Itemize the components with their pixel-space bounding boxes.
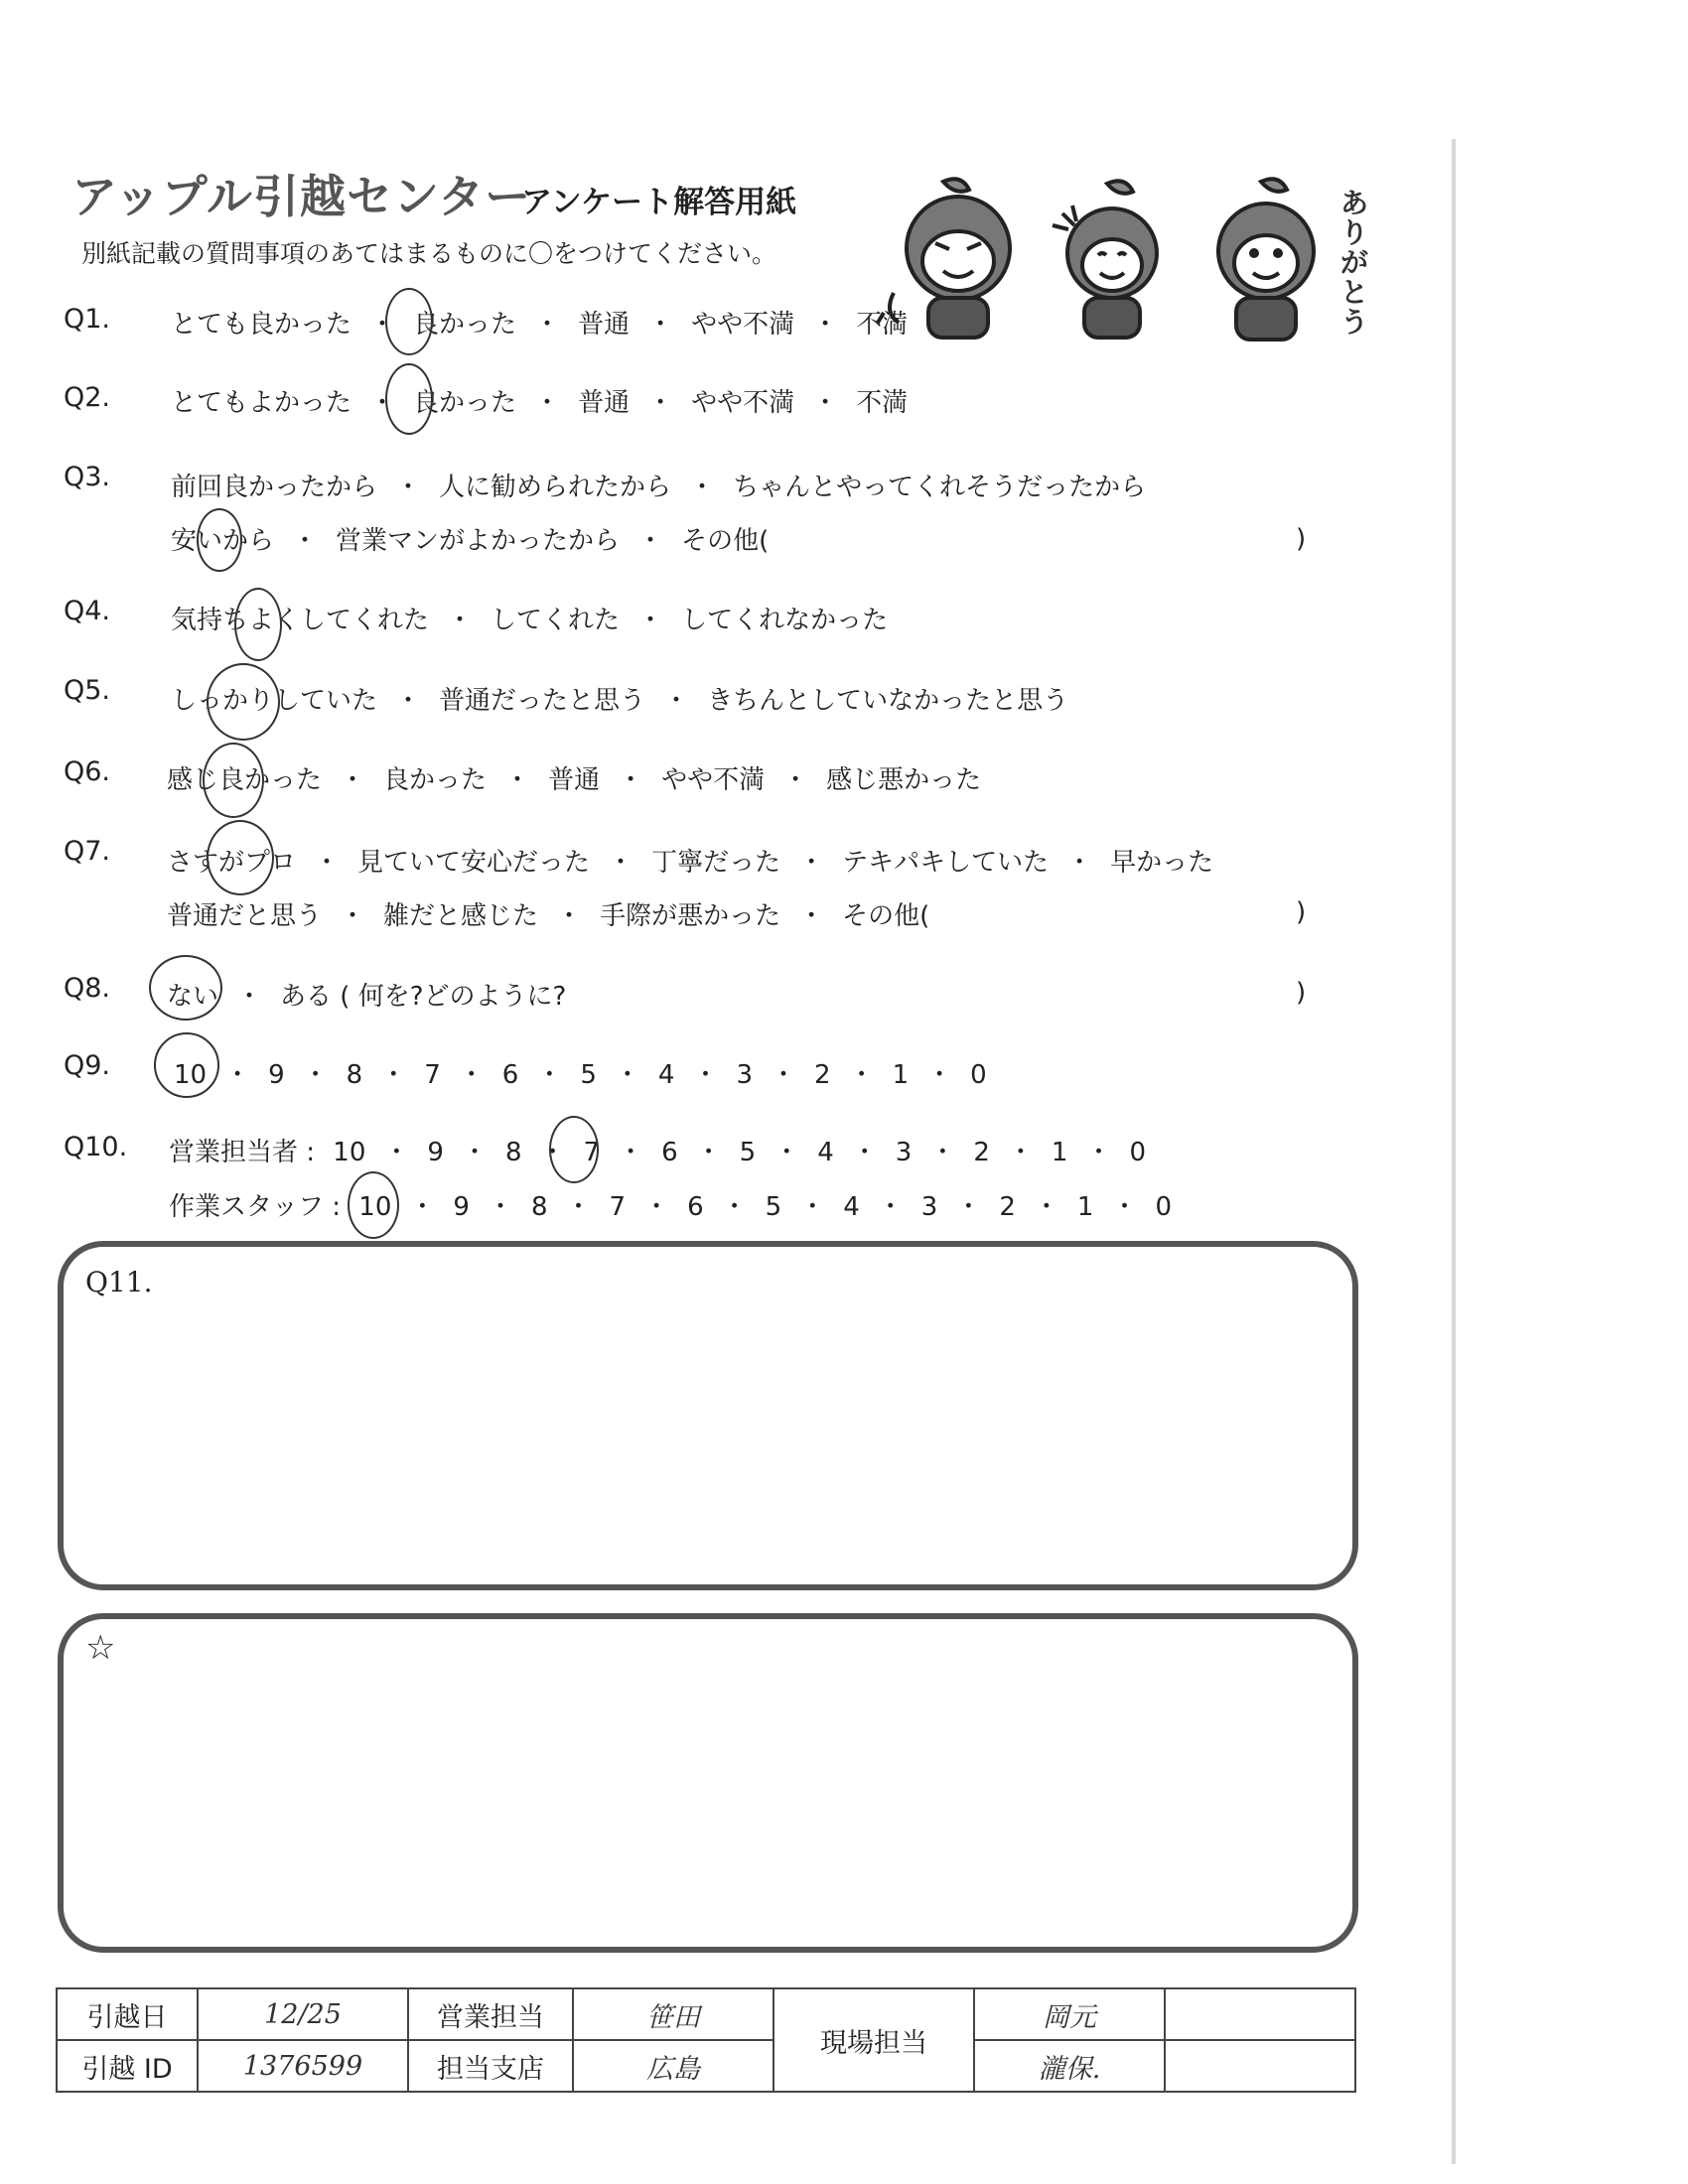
q9-score[interactable]: 7 bbox=[424, 1060, 441, 1090]
site-rep-value-1[interactable]: 岡元 bbox=[974, 1988, 1165, 2040]
q10-staff-score[interactable]: 7 bbox=[609, 1192, 627, 1222]
q5-option[interactable]: しっかりしていた bbox=[171, 686, 378, 716]
q10-staff-score[interactable]: 2 bbox=[999, 1192, 1016, 1222]
q7-option[interactable]: その他( bbox=[842, 901, 930, 931]
q10-sales-score[interactable]: 2 bbox=[973, 1138, 990, 1167]
q7-label: Q7. bbox=[64, 836, 111, 867]
mascot-thanks-text: ありがとう bbox=[1340, 187, 1369, 339]
q6-selection-circle bbox=[203, 743, 264, 818]
q10-sales-score[interactable]: 10 bbox=[333, 1138, 366, 1167]
q5-option[interactable]: きちんとしていなかったと思う bbox=[707, 686, 1069, 716]
q7-options-line2: 普通だと思う ・ 雑だと感じた ・ 手際が悪かった ・ その他( bbox=[167, 901, 930, 931]
q2-selection-circle bbox=[385, 363, 433, 435]
q2-option[interactable]: 良かった bbox=[413, 388, 517, 418]
q6-options: 感じ良かった ・ 良かった ・ 普通 ・ やや不満 ・ 感じ悪かった bbox=[167, 765, 982, 795]
q8-selection-circle bbox=[149, 955, 222, 1021]
q5-options: しっかりしていた ・ 普通だったと思う ・ きちんとしていなかったと思う bbox=[171, 686, 1069, 716]
q10-staff-score[interactable]: 8 bbox=[530, 1192, 548, 1222]
q9-score[interactable]: 9 bbox=[268, 1060, 285, 1090]
q9-selection-circle bbox=[154, 1032, 219, 1098]
q8-close-paren: ) bbox=[1296, 978, 1307, 1008]
move-date-label: 引越日 bbox=[57, 1988, 198, 2040]
q10-sales-score[interactable]: 8 bbox=[504, 1138, 522, 1167]
q9-score[interactable]: 5 bbox=[580, 1060, 597, 1090]
q6-option[interactable]: 感じ悪かった bbox=[826, 765, 982, 795]
move-id-label: 引越 ID bbox=[57, 2040, 198, 2092]
q10-sales-selection-circle bbox=[549, 1116, 599, 1183]
q4-option[interactable]: 気持ちよくしてくれた bbox=[171, 606, 430, 635]
q4-options: 気持ちよくしてくれた ・ してくれた ・ してくれなかった bbox=[171, 606, 889, 635]
q10-sales-label: 営業担当者 : bbox=[169, 1138, 316, 1167]
q9-score[interactable]: 0 bbox=[970, 1060, 987, 1090]
q3-label: Q3. bbox=[64, 462, 111, 492]
q7-options-line1: さすがプロ ・ 見ていて安心だった ・ 丁寧だった ・ テキパキしていた ・ 早かった bbox=[167, 848, 1214, 878]
q10-sales-score[interactable]: 6 bbox=[661, 1138, 678, 1167]
q10-staff-score[interactable]: 5 bbox=[765, 1192, 782, 1222]
q8-label: Q8. bbox=[64, 973, 111, 1004]
q3-option[interactable]: 前回良かったから bbox=[171, 473, 378, 502]
company-title: アップル引越センター bbox=[71, 170, 532, 223]
q10-sales-score[interactable]: 5 bbox=[739, 1138, 757, 1167]
q2-option[interactable]: やや不満 bbox=[691, 388, 795, 418]
q9-score[interactable]: 10 bbox=[174, 1060, 208, 1090]
q3-option[interactable]: ちゃんとやってくれそうだったから bbox=[733, 473, 1147, 502]
q5-selection-circle bbox=[207, 663, 280, 741]
q11-comment-box[interactable] bbox=[58, 1241, 1358, 1590]
q7-option[interactable]: 見ていて安心だった bbox=[357, 848, 591, 878]
q7-option[interactable]: さすがプロ bbox=[167, 848, 297, 878]
q3-option[interactable]: 人に勧められたから bbox=[439, 473, 672, 502]
q6-option[interactable]: 感じ良かった bbox=[167, 765, 323, 795]
q3-option[interactable]: その他( bbox=[681, 526, 770, 556]
q5-label: Q5. bbox=[64, 675, 111, 706]
q3-options-line1: 前回良かったから ・ 人に勧められたから ・ ちゃんとやってくれそうだったから bbox=[171, 473, 1147, 502]
q7-option[interactable]: 丁寧だった bbox=[651, 848, 781, 878]
q1-option[interactable]: やや不満 bbox=[691, 310, 795, 340]
q10-staff-score[interactable]: 9 bbox=[453, 1192, 470, 1222]
q5-option[interactable]: 普通だったと思う bbox=[439, 686, 646, 716]
q10-staff-score[interactable]: 3 bbox=[920, 1192, 938, 1222]
q10-sales-score[interactable]: 7 bbox=[583, 1138, 601, 1167]
q10-staff-score[interactable]: 4 bbox=[843, 1192, 860, 1222]
q2-label: Q2. bbox=[64, 382, 111, 413]
star-comment-box[interactable] bbox=[58, 1613, 1358, 1953]
q2-option[interactable]: とてもよかった bbox=[171, 388, 352, 418]
q8-options: ない ・ ある ( 何を?どのように? bbox=[167, 982, 567, 1012]
page-edge bbox=[1452, 139, 1456, 2164]
q9-score[interactable]: 2 bbox=[814, 1060, 831, 1090]
site-rep-extra-2[interactable] bbox=[1165, 2040, 1355, 2092]
sales-rep-label: 営業担当 bbox=[408, 1988, 573, 2040]
form-subtitle: アンケート解答用紙 bbox=[521, 185, 797, 220]
q9-score[interactable]: 6 bbox=[501, 1060, 519, 1090]
q6-option[interactable]: 普通 bbox=[548, 765, 601, 795]
site-rep-value-2[interactable]: 瀧保. bbox=[974, 2040, 1165, 2092]
q9-score[interactable]: 1 bbox=[892, 1060, 910, 1090]
q7-close-paren: ) bbox=[1296, 897, 1307, 927]
q10-staff-row: 作業スタッフ : 10 ・ 9 ・ 8 ・ 7 ・ 6 ・ 5 ・ 4 ・ 3 ・ 2 ・ 1 ・ 0 bbox=[169, 1192, 1173, 1222]
move-date-value[interactable]: 12/25 bbox=[198, 1988, 408, 2040]
q1-option[interactable]: とても良かった bbox=[171, 310, 352, 340]
q10-staff-score[interactable]: 1 bbox=[1076, 1192, 1094, 1222]
q1-label: Q1. bbox=[64, 304, 111, 335]
q10-staff-label: 作業スタッフ : bbox=[169, 1192, 342, 1222]
q6-label: Q6. bbox=[64, 756, 111, 787]
q7-option[interactable]: テキパキしていた bbox=[842, 848, 1050, 878]
q2-option[interactable]: 普通 bbox=[578, 388, 631, 418]
q10-staff-score[interactable]: 6 bbox=[687, 1192, 704, 1222]
q10-sales-score[interactable]: 1 bbox=[1051, 1138, 1068, 1167]
q7-option[interactable]: 普通だと思う bbox=[167, 901, 323, 931]
q3-selection-circle bbox=[197, 508, 242, 572]
q10-sales-row: 営業担当者 : 10 ・ 9 ・ 8 ・ 7 ・ 6 ・ 5 ・ 4 ・ 3 ・ 2 ・ 1 ・ 0 bbox=[169, 1138, 1147, 1167]
q10-sales-score[interactable]: 9 bbox=[427, 1138, 444, 1167]
q1-option[interactable]: 不満 bbox=[856, 310, 909, 340]
q2-option[interactable]: 不満 bbox=[856, 388, 909, 418]
q3-close-paren: ) bbox=[1296, 524, 1307, 554]
q3-option[interactable]: 安いから bbox=[171, 526, 275, 556]
q10-sales-score[interactable]: 0 bbox=[1129, 1138, 1147, 1167]
q4-option[interactable]: してくれなかった bbox=[681, 606, 889, 635]
q9-score[interactable]: 8 bbox=[346, 1060, 363, 1090]
q10-sales-score[interactable]: 4 bbox=[817, 1138, 834, 1167]
q3-options-line2: 安いから ・ 営業マンがよかったから ・ その他( bbox=[171, 526, 770, 556]
q7-option[interactable]: 早かった bbox=[1110, 848, 1214, 878]
q7-selection-circle bbox=[207, 820, 274, 895]
q9-score[interactable]: 3 bbox=[736, 1060, 754, 1090]
q1-option[interactable]: 普通 bbox=[578, 310, 631, 340]
q3-option[interactable]: 営業マンがよかったから bbox=[336, 526, 621, 556]
site-rep-extra-1[interactable] bbox=[1165, 1988, 1355, 2040]
q1-selection-circle bbox=[385, 288, 433, 355]
mascot-illustration bbox=[874, 174, 1370, 356]
q4-label: Q4. bbox=[64, 596, 111, 626]
q6-option[interactable]: 良かった bbox=[383, 765, 488, 795]
move-info-table bbox=[56, 1987, 1356, 2093]
q8-option[interactable]: ある ( 何を?どのように? bbox=[280, 982, 567, 1012]
q7-option[interactable]: 雑だと感じた bbox=[383, 901, 539, 931]
q2-options: とてもよかった ・ 良かった ・ 普通 ・ やや不満 ・ 不満 bbox=[171, 388, 909, 418]
branch-value[interactable]: 広島 bbox=[573, 2040, 774, 2092]
instruction-text: 別紙記載の質問事項のあてはまるものに〇をつけてください。 bbox=[81, 239, 777, 268]
q10-label: Q10. bbox=[64, 1132, 128, 1162]
move-id-value[interactable]: 1376599 bbox=[198, 2040, 408, 2092]
q10-staff-score[interactable]: 10 bbox=[358, 1192, 392, 1222]
q1-options: とても良かった ・ 良かった ・ 普通 ・ やや不満 ・ 不満 bbox=[171, 310, 909, 340]
q9-score[interactable]: 4 bbox=[657, 1060, 675, 1090]
q1-option[interactable]: 良かった bbox=[413, 310, 517, 340]
q4-option[interactable]: してくれた bbox=[491, 606, 621, 635]
q7-option[interactable]: 手際が悪かった bbox=[600, 901, 781, 931]
q10-sales-score[interactable]: 3 bbox=[895, 1138, 913, 1167]
q10-staff-score[interactable]: 0 bbox=[1155, 1192, 1173, 1222]
q4-selection-circle bbox=[234, 588, 282, 661]
star-icon: ☆ bbox=[85, 1628, 116, 1668]
q9-label: Q9. bbox=[64, 1050, 111, 1081]
branch-label: 担当支店 bbox=[408, 2040, 573, 2092]
site-rep-label: 現場担当 bbox=[774, 1988, 974, 2092]
q8-option[interactable]: ない bbox=[167, 982, 219, 1012]
q6-option[interactable]: やや不満 bbox=[661, 765, 766, 795]
q11-label: Q11. bbox=[85, 1266, 153, 1298]
q9-scale: 10 ・ 9 ・ 8 ・ 7 ・ 6 ・ 5 ・ 4 ・ 3 ・ 2 ・ 1 ・ 0 bbox=[174, 1060, 987, 1090]
sales-rep-value[interactable]: 笹田 bbox=[573, 1988, 774, 2040]
q10-staff-selection-circle bbox=[348, 1171, 399, 1239]
